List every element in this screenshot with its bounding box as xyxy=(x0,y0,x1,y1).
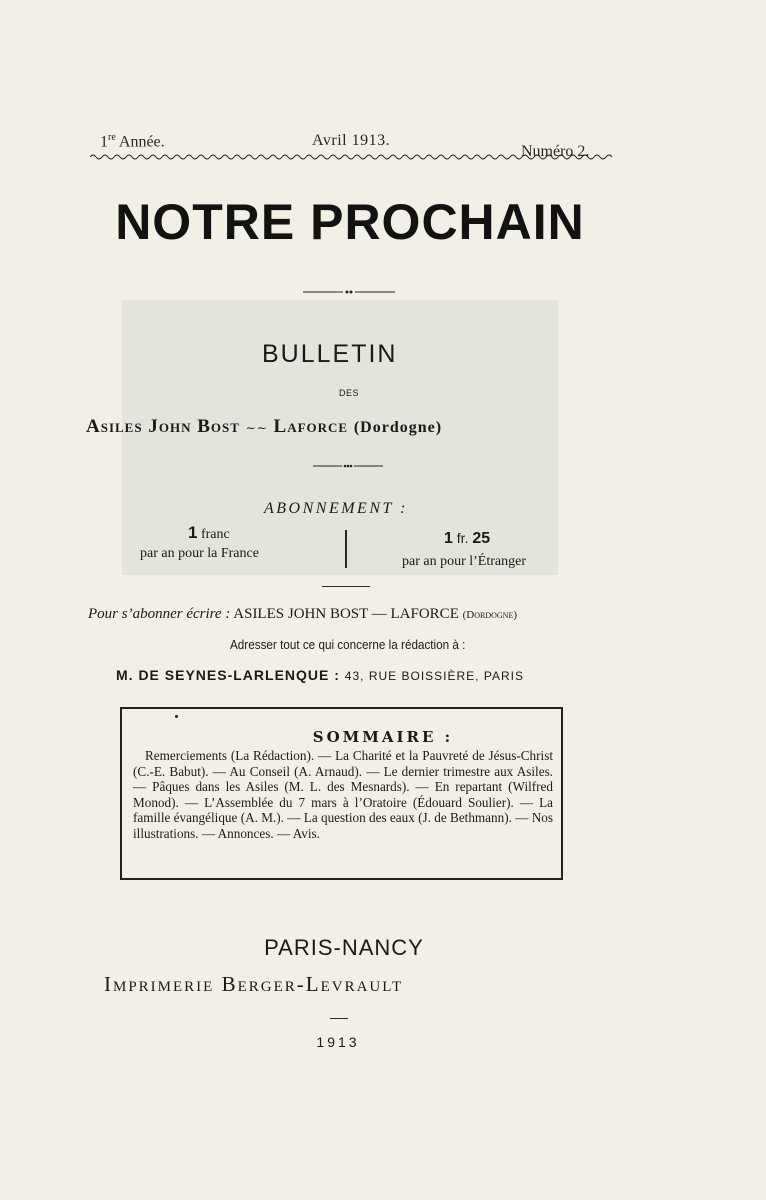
laforce-word: Laforce xyxy=(273,416,349,437)
john-word: John xyxy=(148,416,192,437)
imprint-city: PARIS-NANCY xyxy=(264,935,424,960)
printer-name: Imprimerie Berger-Levrault xyxy=(104,972,404,996)
dordogne-word: (Dordogne) xyxy=(353,419,443,436)
wavy-rule xyxy=(90,152,616,162)
subscribe-prompt: Pour s’abonner écrire : xyxy=(88,606,231,622)
imprint-printer xyxy=(104,972,403,997)
bulletin-heading: BULLETIN xyxy=(262,340,398,368)
subscribe-line xyxy=(88,606,517,623)
header-numero: Numéro 2. xyxy=(521,143,590,160)
price-france-desc: par an pour la France xyxy=(140,546,259,561)
price-etranger-cents: 25 xyxy=(472,530,491,547)
year-rule xyxy=(330,1018,348,1019)
price-etranger-unit: fr. xyxy=(452,530,473,546)
price-france-amount: 1 xyxy=(188,523,198,542)
annee-label: Année. xyxy=(115,133,165,151)
editor-name: M. DE SEYNES-LARLENQUE : xyxy=(116,667,345,683)
bost-word: Bost xyxy=(197,416,240,437)
price-france xyxy=(188,523,230,543)
subscribe-address: ASILES JOHN BOST — LAFORCE xyxy=(230,606,463,622)
asiles-word: Asiles xyxy=(86,416,143,437)
price-etranger-amount: 1 xyxy=(444,530,453,547)
price-divider xyxy=(345,530,347,568)
tilde-separator-icon: ∼∼ xyxy=(245,421,268,435)
editor-address: 43, RUE BOISSIÈRE, PARIS xyxy=(344,669,524,683)
annee-superscript: re xyxy=(108,132,116,143)
header-annee xyxy=(100,132,165,151)
dot-mark xyxy=(175,715,178,718)
sommaire-title: SOMMAIRE : xyxy=(312,728,454,746)
institution-line xyxy=(86,416,442,438)
imprint-year: 1913 xyxy=(316,1034,360,1050)
subscribe-dordogne: (Dordogne) xyxy=(462,609,517,621)
editorial-instruction: Adresser tout ce qui concerne la rédaction à : xyxy=(230,637,466,652)
des-label: DES xyxy=(339,388,360,398)
annee-number: 1 xyxy=(100,133,108,151)
header-date: Avril 1913. xyxy=(312,132,391,149)
ornament-rule-mid xyxy=(313,462,383,470)
sommaire-text: Remerciements (La Rédaction). — La Charité et la Pauvreté de Jésus-Christ (C.-E. Babut). — Au Conseil (A. Arnaud). — Le dernier trimestre aux Asiles. — Pâques dans les Asiles (M. L. des Mesnards). — En repartant (Wilfred Monod). — L’Assemblée du 7 mars à l’Oratoire (Édouard Soulier). — La famille évangélique (A. M.). — La question des eaux (J. de Bethmann). — Nos illustrations. — Annonces. — Avis. xyxy=(133,748,553,841)
price-etranger xyxy=(444,530,490,548)
price-etranger-desc: par an pour l’Étranger xyxy=(402,554,526,569)
journal-title: NOTRE PROCHAIN xyxy=(115,194,585,250)
short-rule xyxy=(322,586,370,587)
editor-line xyxy=(116,667,524,683)
abonnement-heading: ABONNEMENT : xyxy=(264,500,408,517)
price-france-unit: franc xyxy=(197,527,230,542)
ornament-rule-top xyxy=(303,288,395,296)
